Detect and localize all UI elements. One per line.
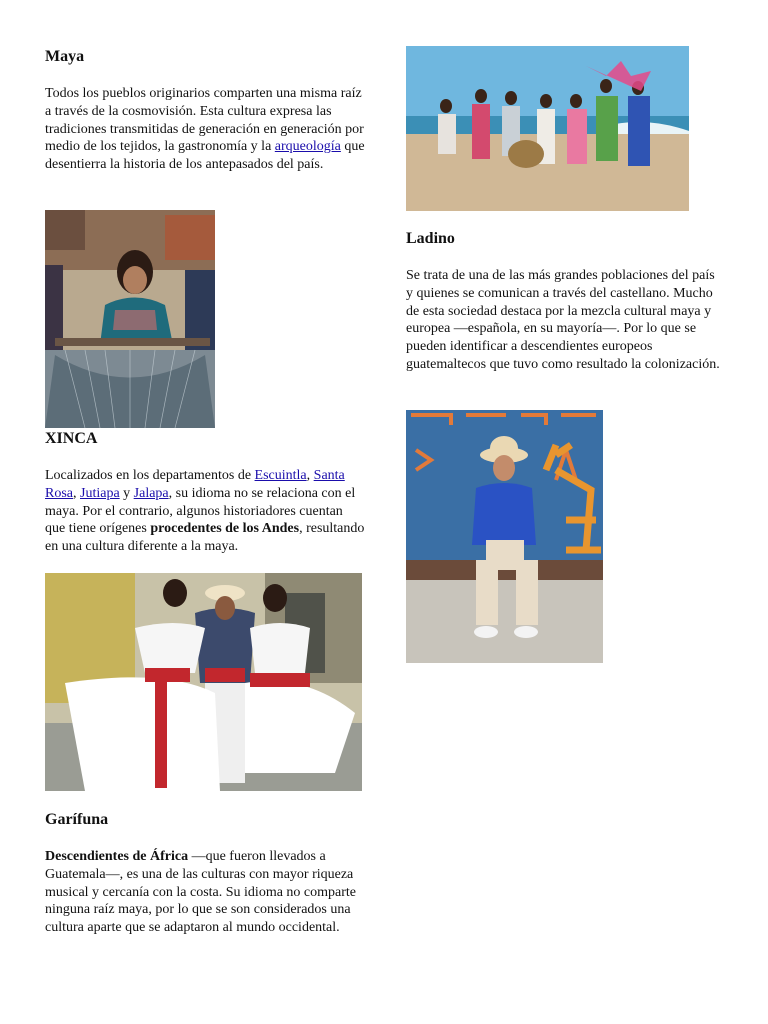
arqueologia-link[interactable]: arqueología bbox=[274, 139, 341, 155]
maya-paragraph: Todos los pueblos originarios comparten una misma raíz a través de la cosmovisión. Esta cultura expresa las tradiciones transmitidas de generación en generación por medio de los tejidos, la gastronomía y la arqueología que desentierra la historia de los antepasados del país. bbox=[45, 86, 365, 173]
santa-rosa-link[interactable]: Santa Rosa bbox=[45, 468, 345, 501]
xinca-dancers-photo bbox=[45, 573, 362, 791]
xinca-paragraph: Localizados en los departamentos de Escuintla, Santa Rosa, Jutiapa y Jalapa, su idioma no se relaciona con el maya. Por el contrario, algunos historiadores cuentan que tiene orígenes procedentes de los Andes, resultando en una cultura diferente a la maya. bbox=[45, 468, 365, 555]
garifuna-paragraph: Descendientes de África —que fueron llevados a Guatemala—, es una de las culturas con mayor riqueza musical y cercanía con la costa. Su idioma no comparte ninguna raíz maya, por lo que se son considerados una cultura aparte que se adaptaron al mundo occidental. bbox=[45, 849, 357, 936]
maya-weaver-photo bbox=[45, 210, 215, 428]
garifuna-heading: Garífuna bbox=[45, 811, 109, 828]
garifuna-beach-photo bbox=[406, 46, 689, 211]
jalapa-link[interactable]: Jalapa bbox=[133, 485, 169, 501]
ladino-paragraph: Se trata de una de las más grandes poblaciones del país y quienes se comunican a través del castellano. Mucho de esta sociedad destaca por la mezcla cultural maya y europea —española, en su mayoría—. Por lo que se pueden identificar a descendientes europeos guatemaltecos que tuvo como resultado la colonización. bbox=[406, 268, 720, 372]
ladino-man-photo bbox=[406, 410, 603, 663]
escuintla-link[interactable]: Escuintla bbox=[254, 468, 307, 483]
xinca-heading: XINCA bbox=[45, 430, 98, 447]
maya-heading: Maya bbox=[45, 48, 85, 65]
ladino-heading: Ladino bbox=[406, 230, 455, 247]
jutiapa-link[interactable]: Jutiapa bbox=[80, 485, 120, 501]
